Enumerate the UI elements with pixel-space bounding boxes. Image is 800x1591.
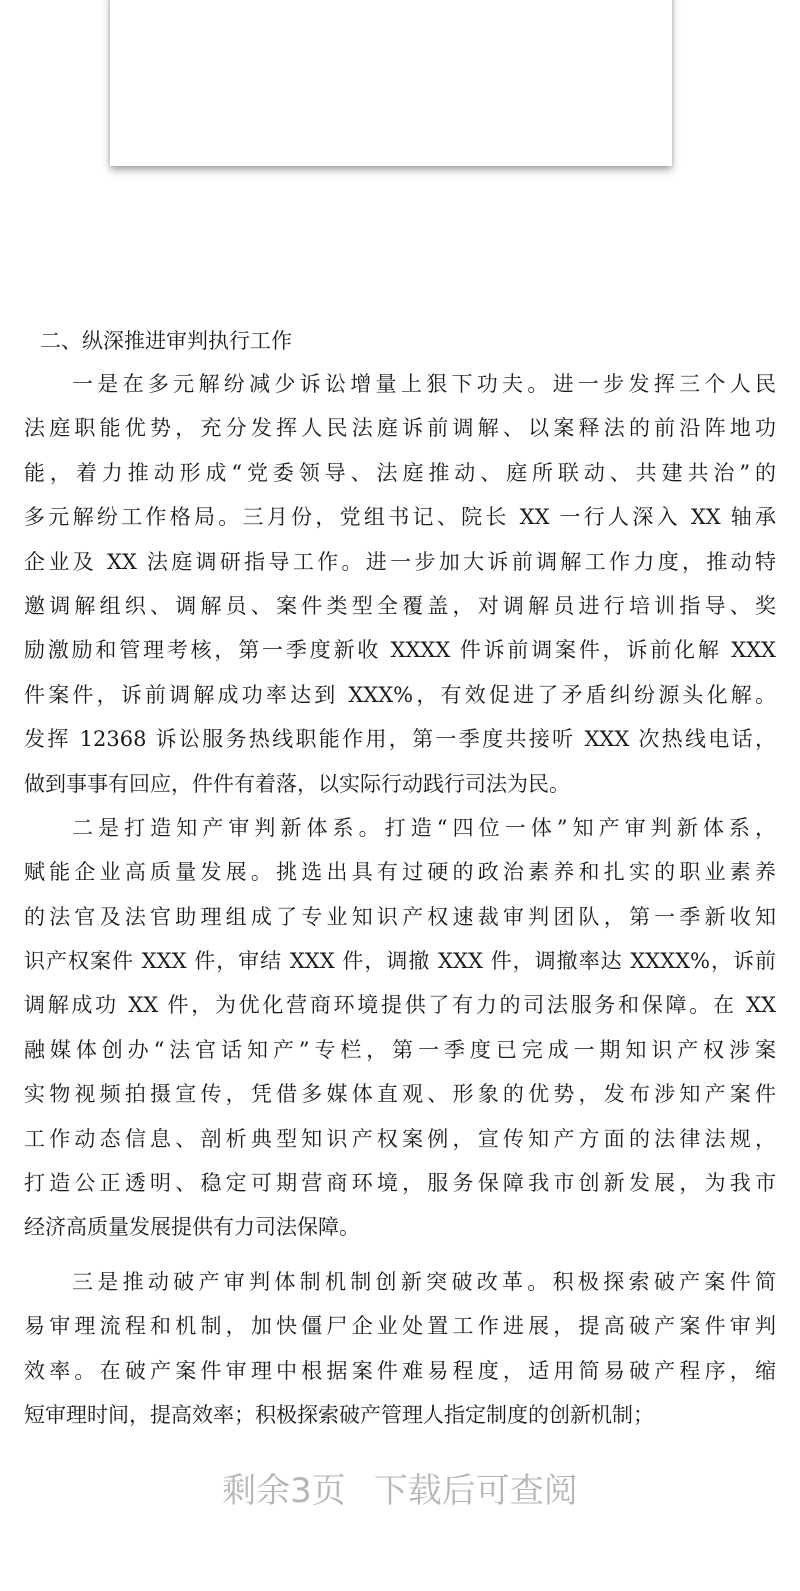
paragraph-line: 调解成功 XX 件，为优化营商环境提供了有力的司法服务和保障。在 XX: [24, 993, 776, 1018]
paragraph-line: 识产权案件 XXX 件，审结 XXX 件，调撤 XXX 件，调撤率达 XXXX%，诉前: [24, 949, 776, 974]
paragraph-line: 赋能企业高质量发展。挑选出具有过硬的政治素养和扎实的职业素养: [24, 860, 776, 885]
paragraph-line: 企业及 XX 法庭调研指导工作。进一步加大诉前调解工作力度，推动特: [24, 549, 776, 574]
paragraph-line: 易审理流程和机制，加快僵尸企业处置工作进展，提高破产案件审判: [24, 1314, 776, 1339]
preview-page-card: [110, 0, 672, 166]
paragraph-line: 做到事事有回应，件件有着落，以实际行动践行司法为民。: [24, 771, 570, 796]
download-prompt[interactable]: [0, 1466, 800, 1516]
paragraph-line: 励激励和管理考核，第一季度新收 XXXX 件诉前调案件，诉前化解 XXX: [24, 638, 776, 663]
paragraph-line: 打造公正透明、稳定可期营商环境，服务保障我市创新发展，为我市: [24, 1171, 776, 1196]
paragraph: [24, 806, 776, 1250]
paragraph-container: [24, 362, 776, 1437]
paragraph-line: 多元解纷工作格局。三月份，党组书记、院长 XX 一行人深入 XX 轴承: [24, 505, 776, 530]
paragraph-line: 短审理时间，提高效率；积极探索破产管理人指定制度的创新机制；: [24, 1402, 654, 1427]
paragraph-line: 融媒体创办“法官话知产”专栏，第一季度已完成一期知识产权涉案: [24, 1037, 776, 1062]
paragraph-line: 件案件，诉前调解成功率达到 XXX%，有效促进了矛盾纠纷源头化解。: [24, 682, 776, 707]
paragraph: [24, 362, 776, 806]
paragraph-line: 邀调解组织、调解员、案件类型全覆盖，对调解员进行培训指导、奖: [24, 593, 776, 618]
paragraph-line: 二是打造知产审判新体系。打造“四位一体”知产审判新体系，: [72, 815, 776, 840]
paragraph-line: 一是在多元解纷减少诉讼增量上狠下功夫。进一步发挥三个人民: [72, 372, 776, 396]
document-body: [24, 320, 776, 1437]
paragraph-line: 的法官及法官助理组成了专业知识产权速裁审判团队，第一季新收知: [24, 904, 776, 929]
paragraph-line: 发挥 12368 诉讼服务热线职能作用，第一季度共接听 XXX 次热线电话，: [24, 727, 776, 752]
paragraph-line: 经济高质量发展提供有力司法保障。: [24, 1215, 360, 1240]
download-to-view-text: 下载后可查阅: [373, 1471, 578, 1511]
paragraph-line: 效率。在破产案件审理中根据案件难易程度，适用简易破产程序，缩: [24, 1358, 776, 1383]
remaining-pages-text: 剩余3页: [222, 1471, 346, 1511]
paragraph-line: 能，着力推动形成“党委领导、法庭推动、庭所联动、共建共治”的: [24, 460, 776, 485]
section-heading: 二、纵深推进审判执行工作: [40, 329, 292, 353]
paragraph-line: 三是推动破产审判体制机制创新突破改革。积极探索破产案件简: [72, 1269, 776, 1294]
paragraph-line: 实物视频拍摄宣传，凭借多媒体直观、形象的优势，发布涉知产案件: [24, 1082, 776, 1107]
paragraph: [24, 1260, 776, 1438]
paragraph-line: 法庭职能优势，充分发挥人民法庭诉前调解、以案释法的前沿阵地功: [24, 416, 776, 441]
paragraph-line: 工作动态信息、剖析典型知识产权案例，宣传知产方面的法律法规，: [24, 1126, 776, 1151]
